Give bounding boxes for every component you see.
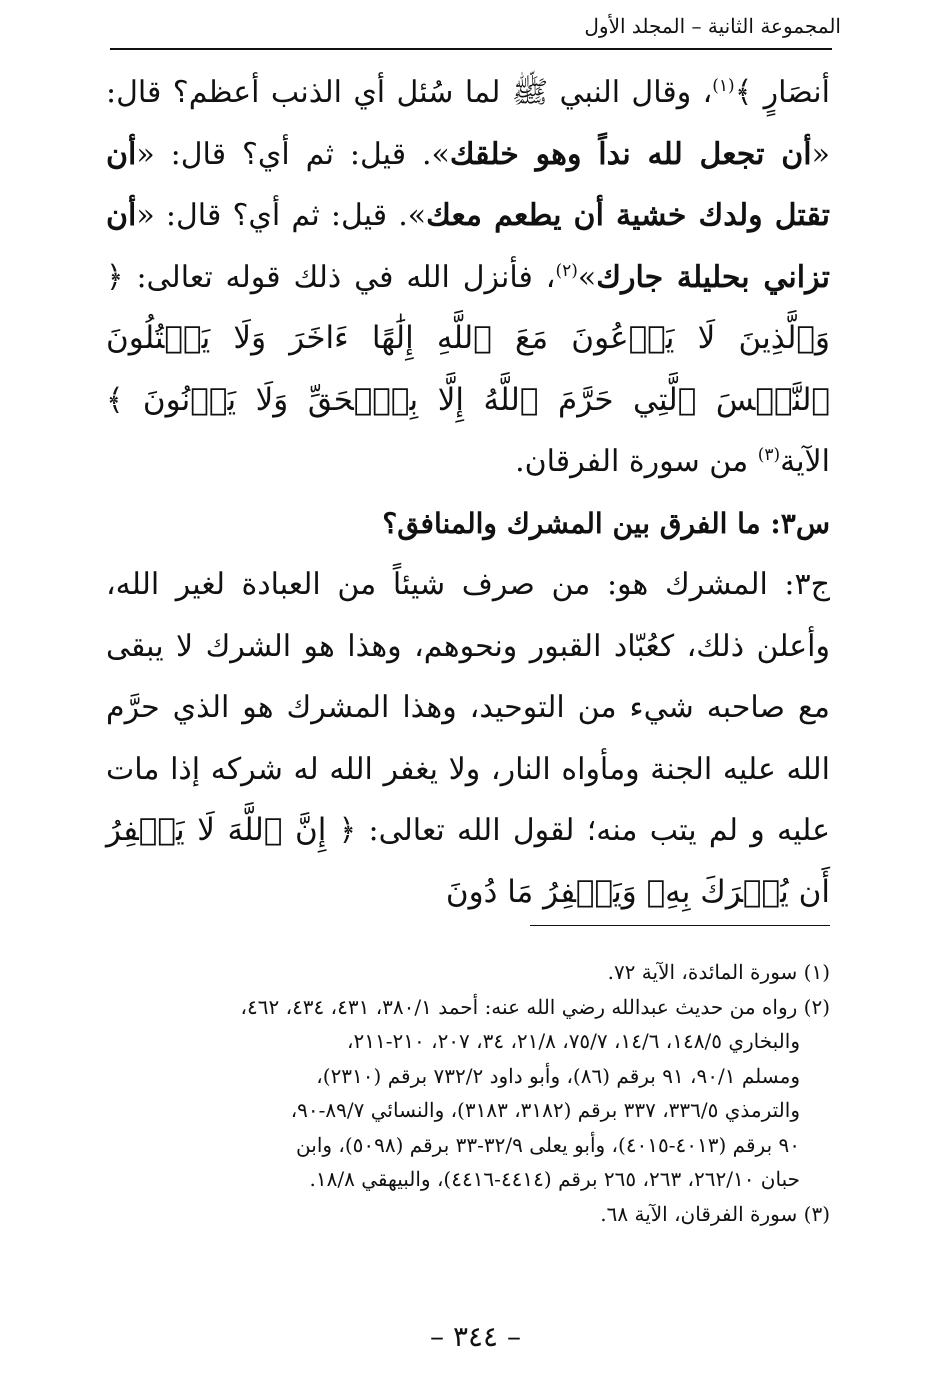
main-text bbox=[106, 62, 830, 923]
text-run: ، فأنزل الله في ذلك قوله تعالى: ﴿ bbox=[106, 259, 556, 295]
footnote-2-line: ومسلم ٩٠/١، ٩١ برقم (٨٦)، وأبو داود ٧٣٢/٢ برقم (٢٣١٠)، bbox=[316, 1063, 800, 1088]
hadith-quote-1: أن تجعل لله نداً وهو خلقك bbox=[449, 136, 812, 172]
footnote-2-line: ٩٠ برقم (٤٠١٣-٤٠١٥)، وأبو يعلى ٣٢/٩-٣٣ برقم (٥٠٩٨)، وابن bbox=[296, 1132, 800, 1157]
footnote-2-line: (٢) رواه من حديث عبدالله رضي الله عنه: أحمد ٣٨٠/١، ٤٣١، ٤٣٤، ٤٦٢، bbox=[240, 994, 830, 1019]
paragraph-hadith bbox=[106, 62, 830, 493]
hadith-quote-2: أن تقتل ولدك خشية أن يطعم معك bbox=[106, 136, 830, 233]
footnote-rule bbox=[530, 925, 830, 926]
text-run: ج٣: المشرك هو: من صرف شيئاً من العبادة لغير الله، وأعلن ذلك، كعُبّاد القبور ونحوهم، وهذا هو الشرك لا يبقى مع صاحبه شيء من التوحيد، وهذا المشرك هو الذي حرَّم الله عليه الجنة ومأواه النار، ولا يغفر الله له شركه إذا مات عليه و لم يتب منه؛ لقول الله تعالى: ﴿ bbox=[106, 567, 830, 848]
footnotes bbox=[112, 955, 830, 1231]
footnote-ref-1: (١) bbox=[712, 76, 735, 96]
text-run: ». قيل: ثم أي؟ قال: « bbox=[136, 198, 427, 233]
footnote-2-line: والبخاري ١٤٨/٥، ١٤/٦، ٧٥/٧، ٢١/٨، ٣٤، ٢٠٧، ٢١٠-٢١١، bbox=[347, 1029, 800, 1053]
footnote-ref-3: (٣) bbox=[757, 445, 781, 465]
footnote-2-line: والترمذي ٣٣٦/٥، ٣٣٧ برقم (٣١٨٢، ٣١٨٣)، والنسائي ٨٩/٧-٩٠، bbox=[290, 1098, 800, 1122]
footnote-ref-2: (٢) bbox=[555, 260, 578, 281]
hadith-quote-3: أن تزاني بحليلة جارك bbox=[106, 198, 830, 295]
answer-paragraph bbox=[106, 554, 830, 923]
text-run: أنصَارٍ ﴾ bbox=[734, 75, 830, 110]
header-rule bbox=[110, 48, 832, 50]
footnote-1: (١) سورة المائدة، الآية ٧٢. bbox=[607, 960, 830, 984]
text-run: » bbox=[577, 259, 597, 295]
page-number: – ٣٤٤ – bbox=[430, 1320, 521, 1353]
quran-verse: إِنَّ ٱللَّهَ لَا يَغۡفِرُ أَن يُشۡرَكَ بِهِۦ وَيَغۡفِرُ مَا دُونَ bbox=[106, 812, 830, 910]
footnote-3: (٣) سورة الفرقان، الآية ٦٨. bbox=[600, 1201, 830, 1226]
text-run: من سورة الفرقان. bbox=[515, 444, 758, 479]
running-head: المجموعة الثانية – المجلد الأول bbox=[584, 14, 841, 38]
text-run: ، وقال النبي ﷺ لما سُئل أي الذنب أعظم؟ قال: « bbox=[106, 75, 830, 172]
question-heading: س٣: ما الفرق بين المشرك والمنافق؟ bbox=[382, 506, 830, 540]
text-run: ﴾ الآية bbox=[106, 382, 830, 479]
footnote-2-line: حبان ٢٦٢/١٠، ٢٦٣، ٢٦٥ برقم (٤٤١٤-٤٤١٦)، والبيهقي ١٨/٨. bbox=[309, 1167, 800, 1191]
text-run: ». قيل: ثم أي؟ قال: « bbox=[136, 136, 450, 172]
quran-verse: وَٱلَّذِينَ لَا يَدۡعُونَ مَعَ ٱللَّهِ إِلَٰهًا ءَاخَرَ وَلَا يَقۡتُلُونَ ٱلنَّفۡسَ ٱلَّتِي حَرَّمَ ٱللَّهُ إِلَّا بِٱلۡحَقِّ وَلَا يَزۡنُونَ bbox=[106, 320, 830, 418]
